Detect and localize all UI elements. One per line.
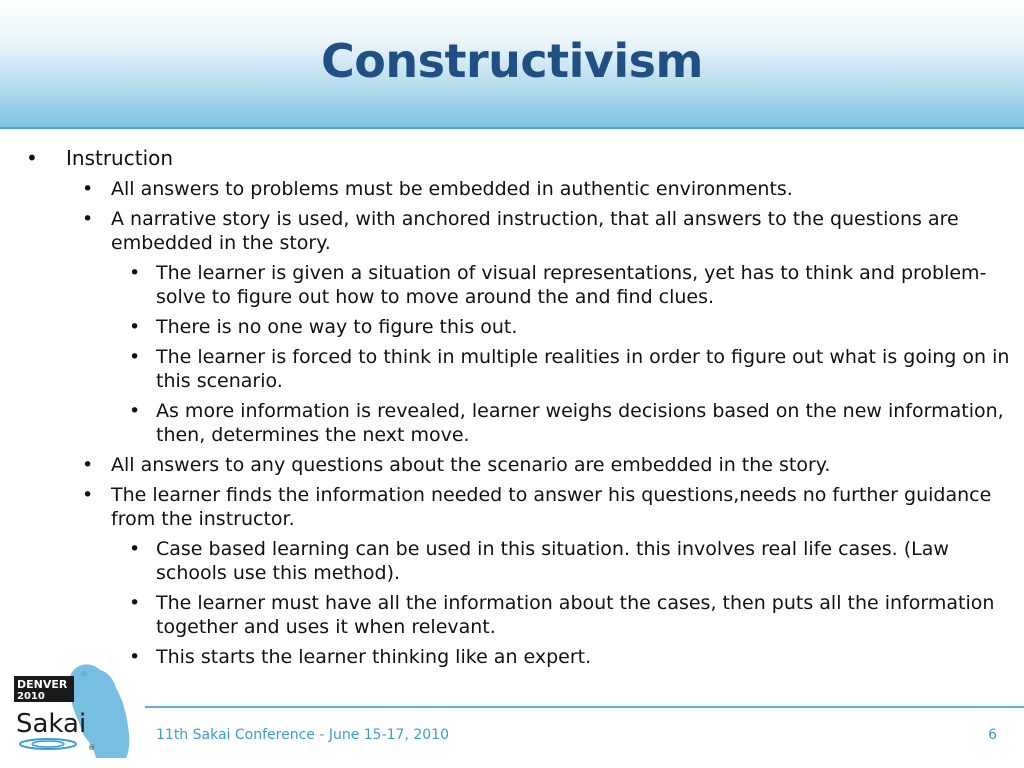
bullet-icon: •: [82, 208, 94, 230]
bullet-icon: •: [129, 592, 141, 614]
badge-line1: DENVER: [17, 678, 68, 691]
badge-line2: 2010: [17, 691, 45, 702]
bullet-text: The learner must have all the information about the cases, then puts all the information together and uses it when relevant.: [156, 592, 995, 638]
bullet-icon: •: [129, 538, 141, 560]
bullet-icon: •: [129, 646, 141, 668]
registered-mark: ®: [88, 744, 95, 752]
bullet-text: Instruction: [66, 146, 174, 170]
bullet-item-level3: [0, 345, 1010, 393]
bullet-text: All answers to any questions about the scenario are embedded in the story.: [111, 454, 831, 476]
bullet-icon: •: [129, 346, 141, 368]
bullet-item-level1: [0, 146, 1010, 171]
bullet-text: The learner is forced to think in multiple realities in order to figure out what is going on in this scenario.: [156, 346, 1010, 392]
bullet-item-level3: [0, 315, 1010, 339]
bullet-icon: •: [82, 484, 94, 506]
bullet-text: A narrative story is used, with anchored instruction, that all answers to the questions are embedded in the story.: [111, 208, 959, 254]
bullet-text: As more information is revealed, learner weighs decisions based on the new information, then, determines the next move.: [156, 400, 1004, 446]
bullet-text: This starts the learner thinking like an expert.: [156, 646, 592, 668]
bullet-text: The learner is given a situation of visual representations, yet has to think and problem-solve to figure out how to move around the and find clues.: [156, 262, 987, 308]
bullet-item-level3: [0, 645, 1010, 669]
bullet-icon: •: [129, 316, 141, 338]
bullet-icon: •: [82, 178, 94, 200]
bullet-text: There is no one way to figure this out.: [156, 316, 518, 338]
slide-title: Constructivism: [320, 34, 703, 88]
bullet-item-level3: [0, 261, 1010, 309]
bullet-item-level3: [0, 537, 1010, 585]
bullet-item-level2: [0, 453, 1010, 477]
bullet-list: [0, 146, 1010, 669]
sakai-logo: [14, 660, 144, 760]
bullet-item-level2: [0, 483, 1010, 531]
bullet-item-level2: [0, 207, 1010, 255]
bullet-text: The learner finds the information needed to answer his questions,needs no further guidance from the instructor.: [111, 484, 992, 530]
bullet-icon: •: [26, 146, 38, 170]
bullet-item-level3: [0, 399, 1010, 447]
bullet-text: All answers to problems must be embedded in authentic environments.: [111, 178, 793, 200]
footer-divider: [145, 706, 1024, 708]
sakai-wordmark: Sakai: [16, 709, 87, 739]
bullet-icon: •: [82, 454, 94, 476]
bullet-icon: •: [129, 262, 141, 284]
slide-content: [0, 146, 1010, 669]
bullet-item-level2: [0, 177, 1010, 201]
bullet-item-level3: [0, 591, 1010, 639]
page-number: 6: [988, 727, 997, 743]
bullet-text: Case based learning can be used in this situation. this involves real life cases. (Law schools use this method).: [156, 538, 949, 584]
footer-conference-text: 11th Sakai Conference - June 15-17, 2010: [156, 727, 449, 743]
bullet-icon: •: [129, 400, 141, 422]
